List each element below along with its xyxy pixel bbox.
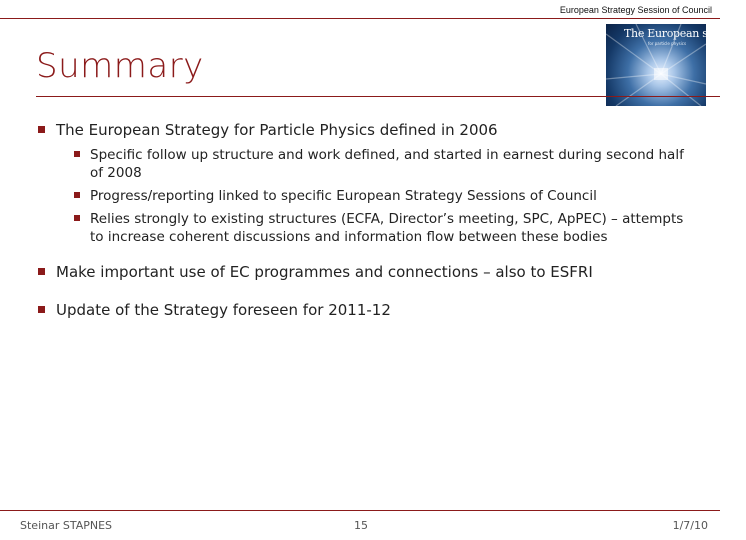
footer-author: Steinar STAPNES: [20, 519, 113, 532]
strategy-logo: [606, 24, 746, 106]
square-bullet-icon: [38, 126, 45, 133]
square-bullet-icon: [38, 306, 45, 313]
slide-content: [38, 120, 688, 320]
sub-bullet-item: [74, 146, 688, 182]
logo-title: The European strategy: [624, 27, 746, 40]
slide-title: Summary: [36, 46, 204, 86]
sub-bullet-item: [74, 187, 688, 205]
bullet-list: [38, 120, 688, 320]
bullet-item: [38, 120, 688, 246]
bullet-text: The European Strategy for Particle Physics defined in 2006: [56, 121, 498, 139]
bullet-text: Make important use of EC programmes and connections – also to ESFRI: [56, 263, 593, 281]
square-bullet-icon: [74, 192, 80, 198]
sub-bullet-list: [74, 146, 688, 246]
sub-bullet-text: Specific follow up structure and work defined, and started in earnest during second half of 2008: [90, 147, 684, 181]
square-bullet-icon: [74, 215, 80, 221]
square-bullet-icon: [38, 268, 45, 275]
top-divider: [0, 18, 720, 19]
sub-bullet-item: [74, 210, 688, 246]
logo-subtitle: for particle physics: [648, 41, 687, 46]
sub-bullet-text: Progress/reporting linked to specific European Strategy Sessions of Council: [90, 188, 597, 204]
sub-bullet-text: Relies strongly to existing structures (ECFA, Director’s meeting, SPC, ApPEC) – attempts to increase coherent discussions and information flow between these bodies: [90, 211, 684, 245]
bullet-item: [38, 300, 688, 320]
header-session-label: European Strategy Session of Council: [559, 5, 712, 15]
footer-divider: [0, 510, 720, 511]
bullet-text: Update of the Strategy foreseen for 2011-12: [56, 301, 391, 319]
footer-date: 1/7/10: [672, 519, 708, 532]
square-bullet-icon: [74, 151, 80, 157]
bullet-item: [38, 262, 688, 282]
title-divider: [36, 96, 720, 97]
footer-page-number: 15: [354, 519, 368, 532]
